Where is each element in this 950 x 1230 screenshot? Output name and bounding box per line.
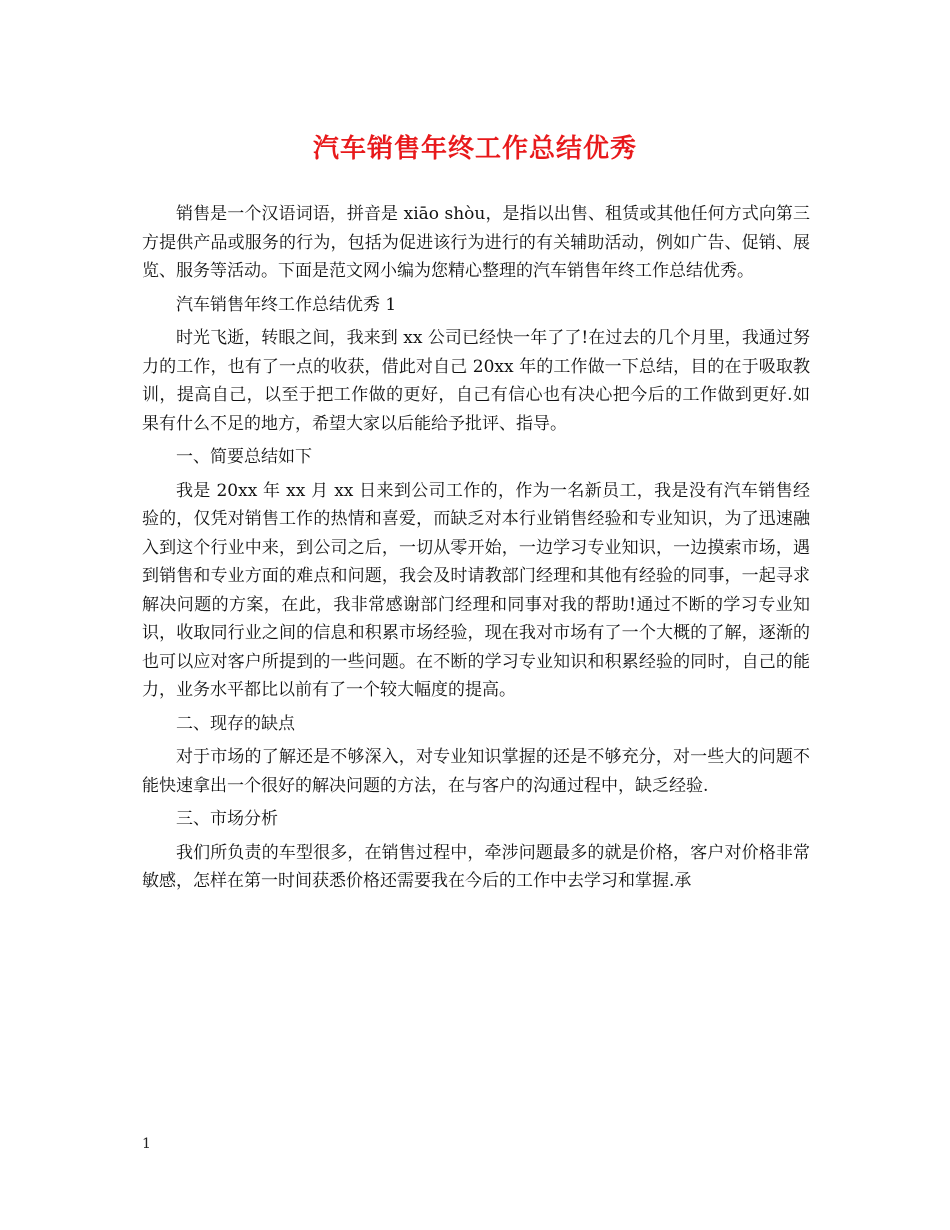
- section-title-1: 汽车销售年终工作总结优秀 1: [176, 294, 397, 315]
- intro-paragraph: 销售是一个汉语词语，拼音是 xiāo shòu，是指以出售、租赁或其他任何方式向第三方提供产品或服务的行为，包括为促进该行为进行的有关辅助活动，例如广告、促销、展览、服务等活动。下面是范文网小编为您精心整理的汽车销售年终工作总结优秀。: [142, 204, 810, 281]
- document-title: 汽车销售年终工作总结优秀: [312, 134, 637, 164]
- document-body: [142, 200, 810, 901]
- market-analysis-paragraph: 我们所负责的车型很多，在销售过程中，牵涉问题最多的就是价格，客户对价格非常敏感，怎样在第一时间获悉价格还需要我在今后的工作中去学习和掌握.承: [142, 842, 810, 891]
- opening-paragraph: 时光飞逝，转眼之间，我来到 xx 公司已经快一年了了!在过去的几个月里，我通过努力的工作，也有了一点的收获，借此对自己 20xx 年的工作做一下总结，目的在于吸取教训，提高自己，以至于把工作做的更好，自己有信心也有决心把今后的工作做到更好.如果有什么不足的地方，希望大家以后能给予批评、指导。: [142, 328, 810, 434]
- shortcomings-paragraph: 对于市场的了解还是不够深入，对专业知识掌握的还是不够充分，对一些大的问题不能快速拿出一个很好的解决问题的方法，在与客户的沟通过程中，缺乏经验.: [142, 747, 810, 796]
- heading-summary: 一、简要总结如下: [176, 447, 312, 467]
- heading-market-analysis: 三、市场分析: [176, 809, 278, 829]
- page-number: 1: [142, 1136, 151, 1152]
- summary-paragraph: 我是 20xx 年 xx 月 xx 日来到公司工作的，作为一名新员工，我是没有汽车销售经验的，仅凭对销售工作的热情和喜爱，而缺乏对本行业销售经验和专业知识，为了迅速融入到这个行业中来，到公司之后，一切从零开始，一边学习专业知识，一边摸索市场，遇到销售和专业方面的难点和问题，我会及时请教部门经理和其他有经验的同事，一起寻求解决问题的方案，在此，我非常感谢部门经理和同事对我的帮助!通过不断的学习专业知识，收取同行业之间的信息和积累市场经验，现在我对市场有了一个大概的了解，逐渐的也可以应对客户所提到的一些问题。在不断的学习专业知识和积累经验的同时，自己的能力，业务水平都比以前有了一个较大幅度的提高。: [142, 480, 810, 700]
- heading-shortcomings: 二、现存的缺点: [176, 713, 295, 734]
